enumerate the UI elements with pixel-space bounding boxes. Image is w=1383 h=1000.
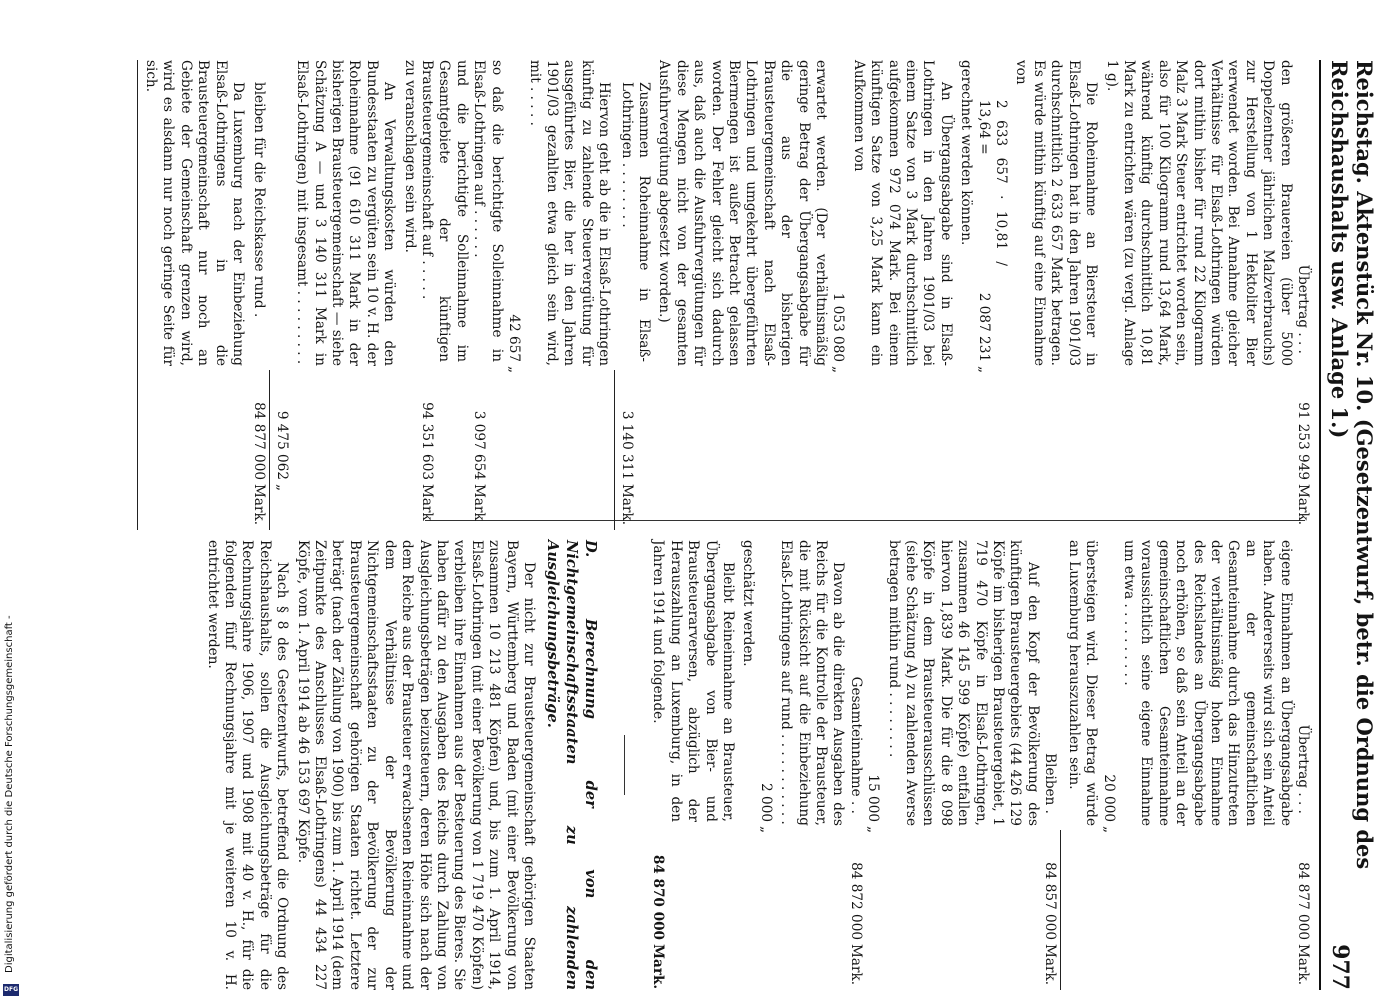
paragraph: Der nicht zur Brausteuergemeinschaft gehörigen Staaten Bayern, Württemberg und Baden (mit einer Bevölkerung von zusammen 10 213 481 Köpfen) und, bis zum 1. April 1914, Elsaß-Lothringen (mit einer Bevölkerung von 1 719 470 Köpfen) verbleiben ihre Einnahmen aus der Besteuerung des Bieres. Sie haben dafür zu den Ausgaben des Reichs durch Zahlung von Ausgleichungsbeträgen beizusteuern, deren Höhe sich nach der dem Reiche aus der Brausteuer erwachsenen Reineinnahme und dem Verhältnisse der Bevölkerung der Nichtgemeinschaftsstaaten zu der Bevölkerung der zur Brausteuergemeinschaft gehörigen Staaten richtet. Letztere beträgt (nach der Zählung von 1900) bis zum 1. April 1914 (dem Zeitpunkte des Anschlusses Elsaß-Lothringens) 44 434 227 Köpfe, vom 1. April 1914 ab 46 153 697 Köpfe. xyxy=(294,540,537,990)
paragraph: erwartet werden. (Der verhältnismäßig geringe Betrag der Übergangsabgabe für die aus der bisherigen Brausteuergemeinschaft nach Elsaß-Lothringen und umgekehrt übergeführten Biermengen ist außer Betracht gelassen worden. Der Fehler gleicht sich dadurch aus, daß auch die Ausfuhrvergütungen für diese Mengen nicht von der gesamten Ausfuhrvergütung abgesetzt worden.) xyxy=(656,60,830,366)
paragraph: Da Luxemburg nach der Einbeziehung Elsaß-Lothringens in die Brausteuergemeinschaft nur noch an Gebiete der Gemeinschaft grenzen wird, wird es alsdann nur noch geringe Seite für sich. xyxy=(143,60,247,366)
amount-row: 9 475 062 „ xyxy=(273,410,290,492)
remain-row: bleiben für die Reichskasse rund . 84 877 000 Mark. xyxy=(251,82,268,526)
page-number: 977 xyxy=(1327,944,1353,990)
formula-row: 2 633 657 · 10,81 / 13,64 = 2 087 231 „ xyxy=(975,100,1010,374)
amount-row: so daß die berichtigte Solleinnahme in Elsaß-Lothringen auf . . . . . . 3 097 654 Mark xyxy=(471,60,505,521)
digitization-sidebar xyxy=(0,0,24,1000)
amount-row: 15 000 „ xyxy=(865,774,882,834)
paragraph: zu veranschlagen sein wird. xyxy=(401,60,418,253)
column-end-rule xyxy=(137,60,138,530)
sum-rule xyxy=(269,370,270,530)
section-heading: D. Berechnung der von den Nichtgemeinschaftsstaaten zu zahlenden Ausgleichungsbeträge. xyxy=(543,540,599,990)
amount-row: 42 657 „ xyxy=(506,314,523,374)
paragraph: geschätzt werden. xyxy=(740,540,757,667)
paragraph: Die Roheinnahme an Biersteuer in Elsaß-Lothringen hat in den Jahren 1901/03 durchschnittlich 2 633 657 Mark betragen. Es würde mithin künftig auf eine Einnahme von xyxy=(1013,60,1100,366)
amount-row: und die berichtigte Solleinnahme im Gesamtgebiete der künftigen Brausteuergemeinschaft auf . . . . . 94 351 603 Mark xyxy=(419,60,470,521)
carry-over-row: Übertrag . . . 91 253 949 Mark. xyxy=(1295,264,1311,526)
page-header xyxy=(1319,60,1377,990)
dfg-logo-icon: DFG xyxy=(3,984,19,996)
carry-over-row: Übertrag . . . 84 877 000 Mark. xyxy=(1295,724,1311,986)
total-row: Gesamteinnahme . . 84 872 000 Mark. xyxy=(847,676,864,986)
paragraph: An Verwaltungskosten würden den Bundesstaaten zu vergüten sein 10 v. H. der Roheinnahme (91 610 311 Mark in der bisherigen Brausteuergemeinschaft — siehe Schätzung A — und 3 140 311 Mark in Elsaß-Lothringen) mit insgesamt . . . . . . . . . xyxy=(294,60,398,366)
paragraph: gerechnet werden können. xyxy=(958,60,975,246)
paragraph: An Übergangsabgabe sind in Elsaß-Lothringen in den Jahren 1901/03 bei einem Satze von 3 Mark durchschnittlich aufgekommen 972 074 Mark. Bei einem künftigen Satze von 3,25 Mark kann ein Aufkommen von xyxy=(850,60,954,366)
paragraph: eigene Einnahmen an Übergangsabgabe haben. Andererseits wird sich sein Anteil an der gemeinschaftlichen Gesamteinnahme durch das Hinzutreten der verhältnismäßig hohen Einnahme des Reichslandes an Übergangsabgabe noch erhöhen, so daß sein Anteil an der gemeinschaftlichen Gesamteinnahme voraussichtlich seine eigene Einnahme um etwa . . . . . . . . . . xyxy=(1120,540,1294,826)
paragraph: den größeren Brauereien (über 5000 Doppelzentner jährlichen Malzverbrauchs) zur Herstellung von 1 Hektoliter Bier verwendet worden. Bei Annahme gleicher Verhältnisse für Elsaß-Lothringen würden dort mithin bisher für rund 22 Kilogramm Malz 3 Mark Steuer entrichtet worden sein, also für 100 Kilogramm rund 13,64 Mark, während künftig durchschnittlich 10,81 Mark zu entrichten wären (zu vergl. Anlage 1 g). xyxy=(1103,60,1294,366)
paragraph: übersteigen wird. Dieser Betrag würde an Luxemburg herauszuzahlen sein. xyxy=(1065,540,1100,826)
amount-row: 20 000 „ xyxy=(1100,774,1117,834)
total-row: Zusammen Roheinnahme in Elsaß-Lothringen . . . . . . . . 3 140 311 Mark. xyxy=(618,82,652,526)
paragraph: Nach § 8 des Gesetzentwurfs, betreffend die Ordnung des Reichshaushalts, sollen die Ausgleichungsbeträge für die Rechnungsjahre 1906, 1907 und 1908 mit 40 v. H., für die folgenden fünf Rechnungsjahre mit je weiteren 10 v. H. entrichtet werden. xyxy=(204,540,291,990)
sum-rule xyxy=(614,370,615,530)
amount-row: 2 000 „ xyxy=(757,783,774,834)
paragraph: Davon ab die direkten Ausgaben des Reichs für die Kontrolle der Brausteuer, die mit Rücksicht auf die Einbeziehung Elsaß-Lothringens auf rund . . . . . . . . . . . xyxy=(778,540,847,826)
digitization-credit: Digitalisierung gefördert durch die Deutsche Forschungsgemeinschaft - xyxy=(4,615,15,973)
left-column xyxy=(133,60,1311,530)
paragraph: Auf den Kopf der Bevölkerung des künftigen Brausteuergebiets (44 426 129 Köpfe im bisherigen Brausteuergebiet, 1 719 470 Köpfe in Elsaß-Lothringen, zusammen 46 145 599 Köpfe) entfallen hiervon 1,839 Mark. Die für die 8 098 Köpfe in dem Brausteuerausschlüssen (siehe Schätzung A) zu zahlenden Averse betragen mithin rund . . . . . . . . xyxy=(885,540,1041,826)
right-column xyxy=(200,540,1311,990)
amount-row: Bleibt Reineinnahme an Brausteuer, Übergangsabgabe von Bier- und Brausteuerarversen, abzüglich der Herauszahlung an Luxemburg, in den Jahren 1914 und folgende. 84 870 000 Mark. xyxy=(650,540,736,990)
section-separator xyxy=(624,735,625,795)
header-title: Reichstag. Aktenstück Nr. 10. (Gesetzentwurf, betr. die Ordnung des Reichshaushalts usw. Anlage 1.) xyxy=(1327,60,1377,870)
remain-row: Bleiben . 84 857 000 Mark. xyxy=(1042,753,1059,986)
paragraph: Hiervon geht ab die in Elsaß-Lothringen künftig zu zahlende Steuervergütung für ausgeführtes Bier, die her in den Jahren 1901/03 gezahlten etwa gleich sein wird, mit . . . . . xyxy=(526,60,613,366)
amount-row: 1 053 080 „ xyxy=(830,292,847,374)
sum-rule xyxy=(1060,830,1061,990)
